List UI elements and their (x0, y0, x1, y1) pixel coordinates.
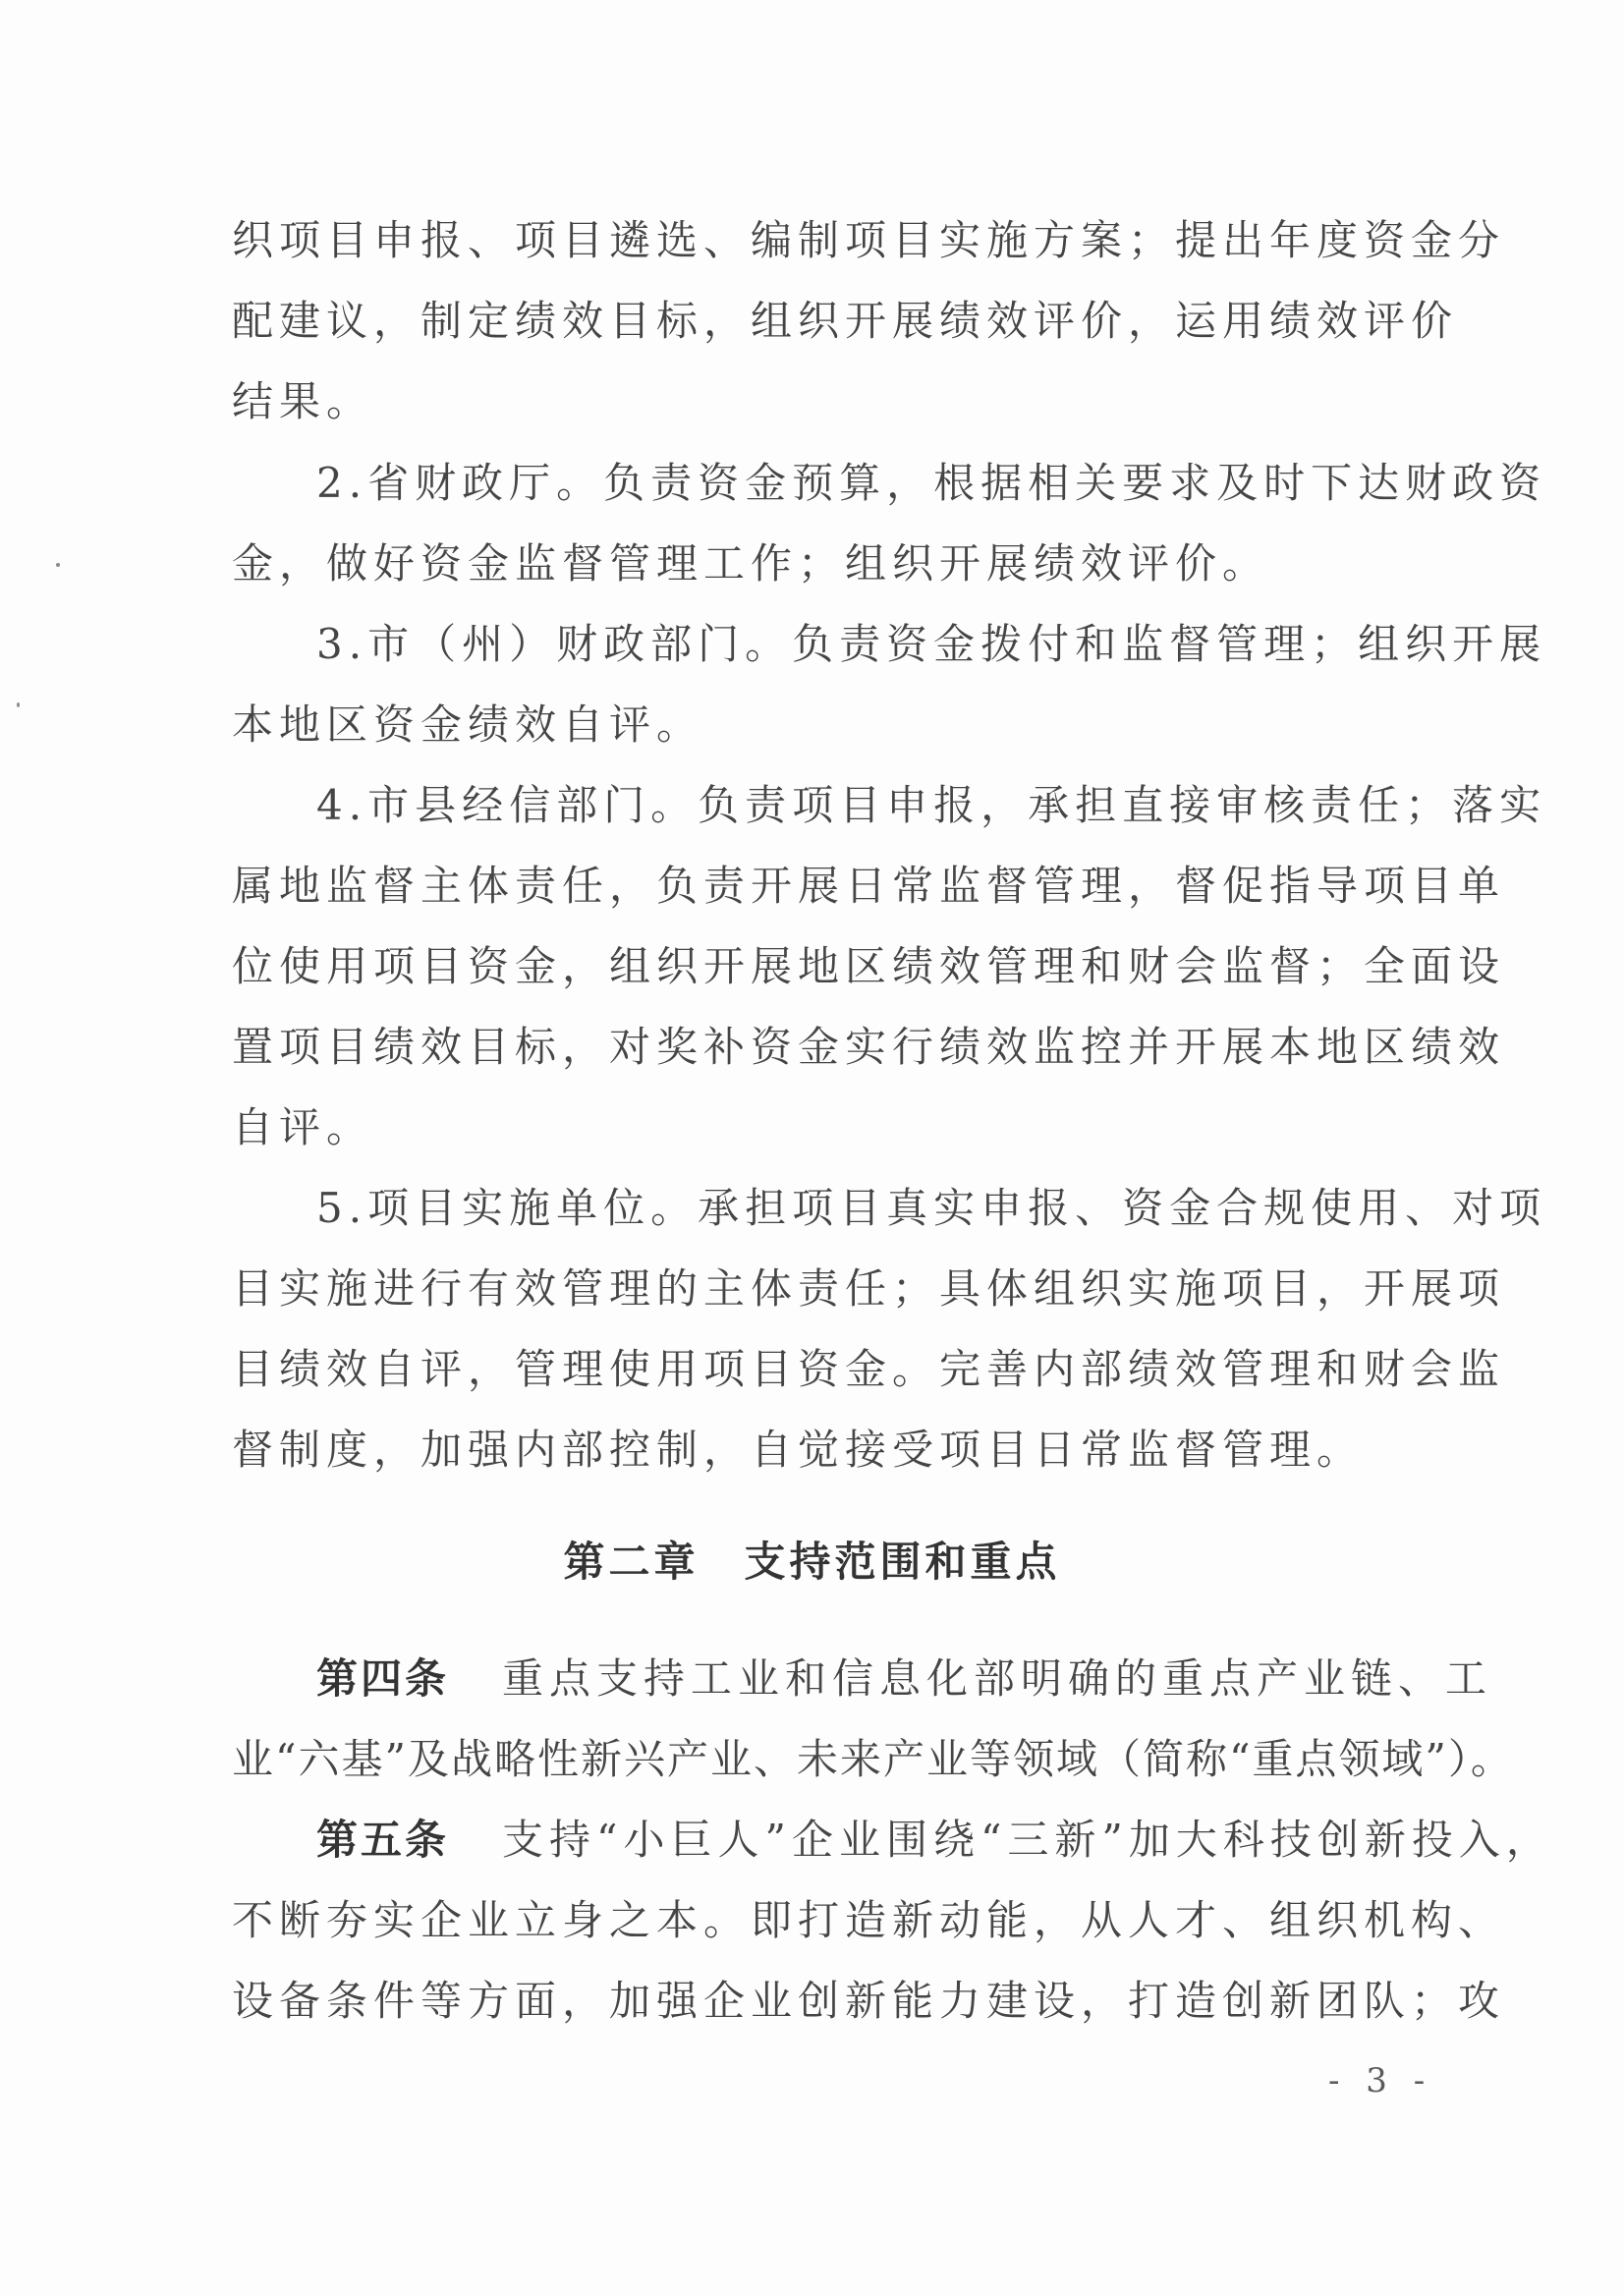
body-line: 结果。 (232, 377, 374, 425)
article-4-first-line (316, 1650, 1492, 1708)
body-line: 自评。 (232, 1103, 374, 1151)
article-5-label: 第五条 (316, 1816, 450, 1864)
body-line: 位使用项目资金，组织开展地区绩效管理和财会监督；全面设 (232, 942, 1506, 990)
body-line: 不断夯实企业立身之本。即打造新动能，从人才、组织机构、 (232, 1896, 1506, 1944)
article-4-text: 重点支持工业和信息化部明确的重点产业链、工 (502, 1654, 1493, 1703)
page-number: - 3 - (1328, 2061, 1433, 2100)
scan-speck (17, 702, 20, 707)
body-line: 属地监督主体责任，负责开展日常监督管理，督促指导项目单 (232, 862, 1506, 910)
scan-speck (56, 563, 60, 567)
body-line: 3.市（州）财政部门。负责资金拨付和监督管理；组织开展 (316, 620, 1547, 668)
body-line: 置项目绩效目标，对奖补资金实行绩效监控并开展本地区绩效 (232, 1023, 1506, 1071)
body-line: 本地区资金绩效自评。 (232, 700, 704, 749)
article-5-text: 支持“小巨人”企业围绕“三新”加大科技创新投入， (502, 1816, 1553, 1864)
body-line: 目实施进行有效管理的主体责任；具体组织实施项目，开展项 (232, 1264, 1506, 1313)
body-line: 目绩效自评，管理使用项目资金。完善内部绩效管理和财会监 (232, 1345, 1506, 1393)
body-line: 配建议，制定绩效目标，组织开展绩效评价，运用绩效评价 (232, 297, 1459, 345)
body-line: 业“六基”及战略性新兴产业、未来产业等领域（简称“重点领域”）。 (232, 1735, 1514, 1783)
article-5-first-line (316, 1811, 1553, 1870)
article-4-label: 第四条 (316, 1654, 450, 1703)
chapter-heading: 第二章 支持范围和重点 (563, 1538, 1061, 1586)
body-line: 设备条件等方面，加强企业创新能力建设，打造创新团队；攻 (232, 1977, 1506, 2025)
body-line: 督制度，加强内部控制，自觉接受项目日常监督管理。 (232, 1426, 1365, 1474)
body-line: 2.省财政厅。负责资金预算，根据相关要求及时下达财政资 (316, 459, 1547, 507)
body-line: 5.项目实施单位。承担项目真实申报、资金合规使用、对项 (316, 1184, 1547, 1232)
body-line: 金，做好资金监督管理工作；组织开展绩效评价。 (232, 539, 1270, 588)
body-line: 4.市县经信部门。负责项目申报，承担直接审核责任；落实 (316, 781, 1547, 829)
body-line: 织项目申报、项目遴选、编制项目实施方案；提出年度资金分 (232, 216, 1506, 264)
